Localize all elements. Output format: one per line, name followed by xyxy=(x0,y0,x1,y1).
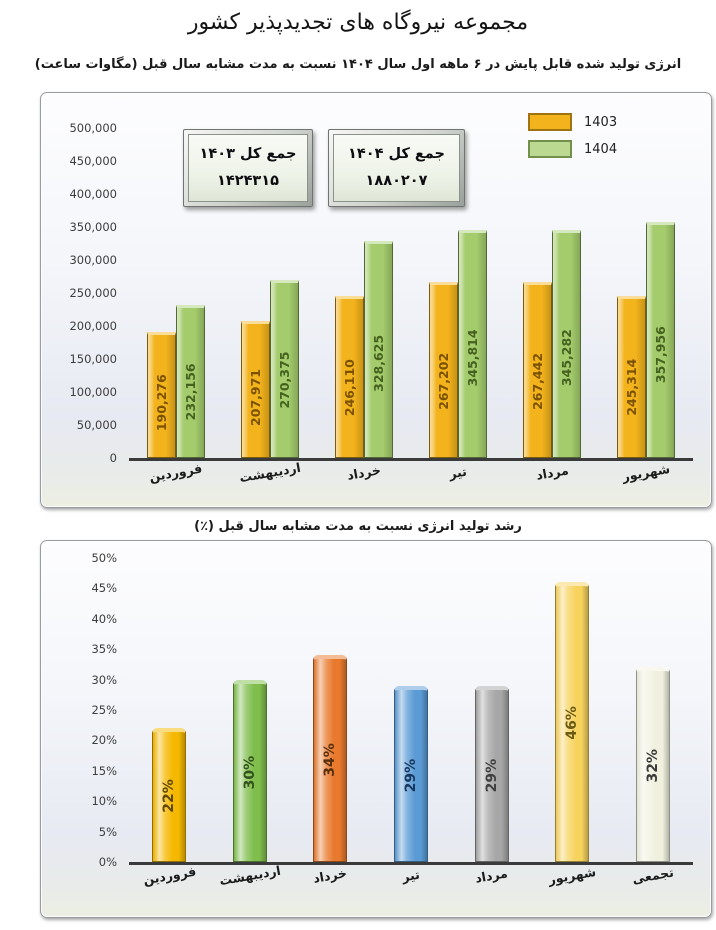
y-tick-label: 15% xyxy=(91,763,117,778)
x-axis-label: تیر xyxy=(448,463,468,482)
chart2-panel xyxy=(40,540,712,918)
total-box-1404 xyxy=(328,129,465,207)
chart1-bar-1404 xyxy=(176,305,205,458)
legend-item-1403 xyxy=(528,113,617,131)
chart2-bar-0 xyxy=(152,728,186,862)
bar-value-label: 34% xyxy=(322,743,339,777)
bar-value-label: 32% xyxy=(644,749,661,783)
x-axis-slot xyxy=(505,462,599,483)
x-axis-label: شهریور xyxy=(547,863,598,888)
bar-group xyxy=(617,128,675,458)
legend-label-1403: 1403 xyxy=(584,114,618,130)
y-tick-label: 250,000 xyxy=(69,286,117,300)
chart1-legend xyxy=(528,113,617,158)
chart2-bar-6 xyxy=(636,667,670,862)
chart1-bar-1404 xyxy=(552,230,581,458)
y-tick-label: 30% xyxy=(91,672,117,687)
bar-value-label: 328,625 xyxy=(371,334,386,392)
y-tick-label: 100,000 xyxy=(69,385,117,399)
x-axis-slot xyxy=(612,864,693,887)
y-tick-label: 200,000 xyxy=(69,319,117,333)
legend-swatch-1404 xyxy=(528,140,572,158)
x-axis-slot xyxy=(371,868,452,883)
legend-item-1404 xyxy=(528,140,617,158)
chart2-bar-1 xyxy=(233,680,267,862)
x-axis-label: خرداد xyxy=(312,865,349,886)
chart1-bar-1403 xyxy=(241,321,270,458)
chart2-plot-area xyxy=(129,558,693,865)
x-axis-slot xyxy=(451,865,532,886)
bar-value-label: 29% xyxy=(483,758,500,793)
y-tick-label: 20% xyxy=(91,733,117,748)
x-axis-label: مرداد xyxy=(474,865,509,886)
chart1-bar-1403 xyxy=(617,296,646,458)
chart1-bar-1404 xyxy=(458,230,487,458)
x-axis-label: شهریور xyxy=(621,460,671,485)
total-1403-value: ۱۴۲۴۳۱۵ xyxy=(217,173,279,190)
bar-value-label: 232,156 xyxy=(183,362,198,420)
x-axis-slot xyxy=(223,459,317,486)
chart1-bar-1403 xyxy=(335,296,364,458)
total-box-1404-inner xyxy=(333,134,460,202)
y-tick-label: 500,000 xyxy=(69,121,117,135)
x-axis-slot xyxy=(317,462,411,483)
legend-swatch-1403 xyxy=(528,113,572,131)
y-tick-label: 0% xyxy=(98,855,117,869)
chart2-x-axis xyxy=(129,862,693,889)
y-tick-label: 150,000 xyxy=(69,352,117,366)
total-1404-value: ۱۸۸۰۲۰۷ xyxy=(365,173,428,190)
bar-value-label: 46% xyxy=(564,706,581,741)
y-tick-label: 350,000 xyxy=(69,220,117,234)
chart2-bar-2 xyxy=(313,655,347,862)
page-title: مجموعه نیروگاه های تجدیدپذیر کشور xyxy=(187,10,529,35)
chart1-bar-1403 xyxy=(147,332,176,458)
chart1-panel xyxy=(40,92,712,508)
x-axis-label: تجمعی xyxy=(630,864,675,887)
bar-value-label: 245,314 xyxy=(624,359,639,416)
bar-value-label: 267,202 xyxy=(436,352,451,410)
y-tick-label: 40% xyxy=(91,611,117,626)
y-tick-label: 300,000 xyxy=(69,253,117,267)
x-axis-label: فروردین xyxy=(141,863,197,888)
bar-value-label: 345,282 xyxy=(559,330,574,387)
bar-value-label: 270,375 xyxy=(277,351,292,409)
x-axis-label: اردیبهشت xyxy=(238,459,302,486)
bar-value-label: 357,956 xyxy=(653,326,668,384)
y-tick-label: 50,000 xyxy=(76,418,117,432)
y-tick-label: 10% xyxy=(91,794,117,809)
chart2-bars xyxy=(129,558,693,862)
total-1403-label: جمع کل ۱۴۰۳ xyxy=(199,146,297,163)
chart1-title: انرژی تولید شده قابل پایش در ۶ ماهه اول سال ۱۴۰۴ نسبت به مدت مشابه سال قبل (مگاوات ساعت) xyxy=(34,57,682,72)
bar-value-label: 246,110 xyxy=(342,358,357,416)
x-axis-slot xyxy=(129,863,210,888)
x-axis-label: تیر xyxy=(401,866,421,885)
x-axis-slot xyxy=(532,863,613,888)
total-1404-label: جمع کل ۱۴۰۴ xyxy=(348,146,445,163)
chart2-bar-5 xyxy=(555,582,589,862)
chart2-bar-3 xyxy=(394,686,428,862)
chart1-bar-1403 xyxy=(523,282,552,459)
chart1-bar-1404 xyxy=(646,222,675,458)
bar-value-label: 207,971 xyxy=(248,369,263,427)
y-tick-label: 450,000 xyxy=(69,154,117,168)
chart1-bar-1404 xyxy=(364,241,393,458)
bar-value-label: 267,442 xyxy=(530,352,545,410)
legend-label-1404: 1404 xyxy=(584,141,618,157)
total-box-1403-inner xyxy=(188,134,308,202)
chart1-x-axis xyxy=(129,459,693,486)
x-axis-label: خرداد xyxy=(346,462,382,483)
chart2-bar-4 xyxy=(475,686,509,862)
x-axis-slot xyxy=(290,865,371,886)
y-tick-label: 25% xyxy=(91,703,117,717)
chart1-y-axis xyxy=(41,121,121,465)
x-axis-slot xyxy=(411,465,505,480)
bar-value-label: 345,814 xyxy=(465,329,480,387)
y-tick-label: 400,000 xyxy=(69,187,117,201)
y-tick-label: 5% xyxy=(98,824,117,839)
bar-value-label: 190,276 xyxy=(154,375,169,432)
bar-value-label: 29% xyxy=(402,758,419,793)
chart2-title: رشد تولید انرژی نسبت به مدت مشابه سال قبل (٪) xyxy=(194,519,522,534)
x-axis-label: فروردین xyxy=(148,460,204,485)
x-axis-label: اردیبهشت xyxy=(218,862,282,889)
x-axis-label: مرداد xyxy=(534,462,570,483)
bar-value-label: 22% xyxy=(161,779,178,814)
chart1-bar-1404 xyxy=(270,280,299,458)
chart1-bar-1403 xyxy=(429,282,458,458)
y-tick-label: 35% xyxy=(91,642,117,657)
bar-value-label: 30% xyxy=(241,755,258,790)
y-tick-label: 0 xyxy=(109,451,117,465)
y-tick-label: 45% xyxy=(91,581,117,596)
x-axis-slot xyxy=(129,460,223,485)
x-axis-slot xyxy=(210,862,291,889)
bar-group xyxy=(523,128,581,458)
y-tick-label: 50% xyxy=(91,551,117,565)
chart2-y-axis xyxy=(41,551,121,869)
total-box-1403 xyxy=(183,129,313,207)
x-axis-slot xyxy=(599,460,693,485)
